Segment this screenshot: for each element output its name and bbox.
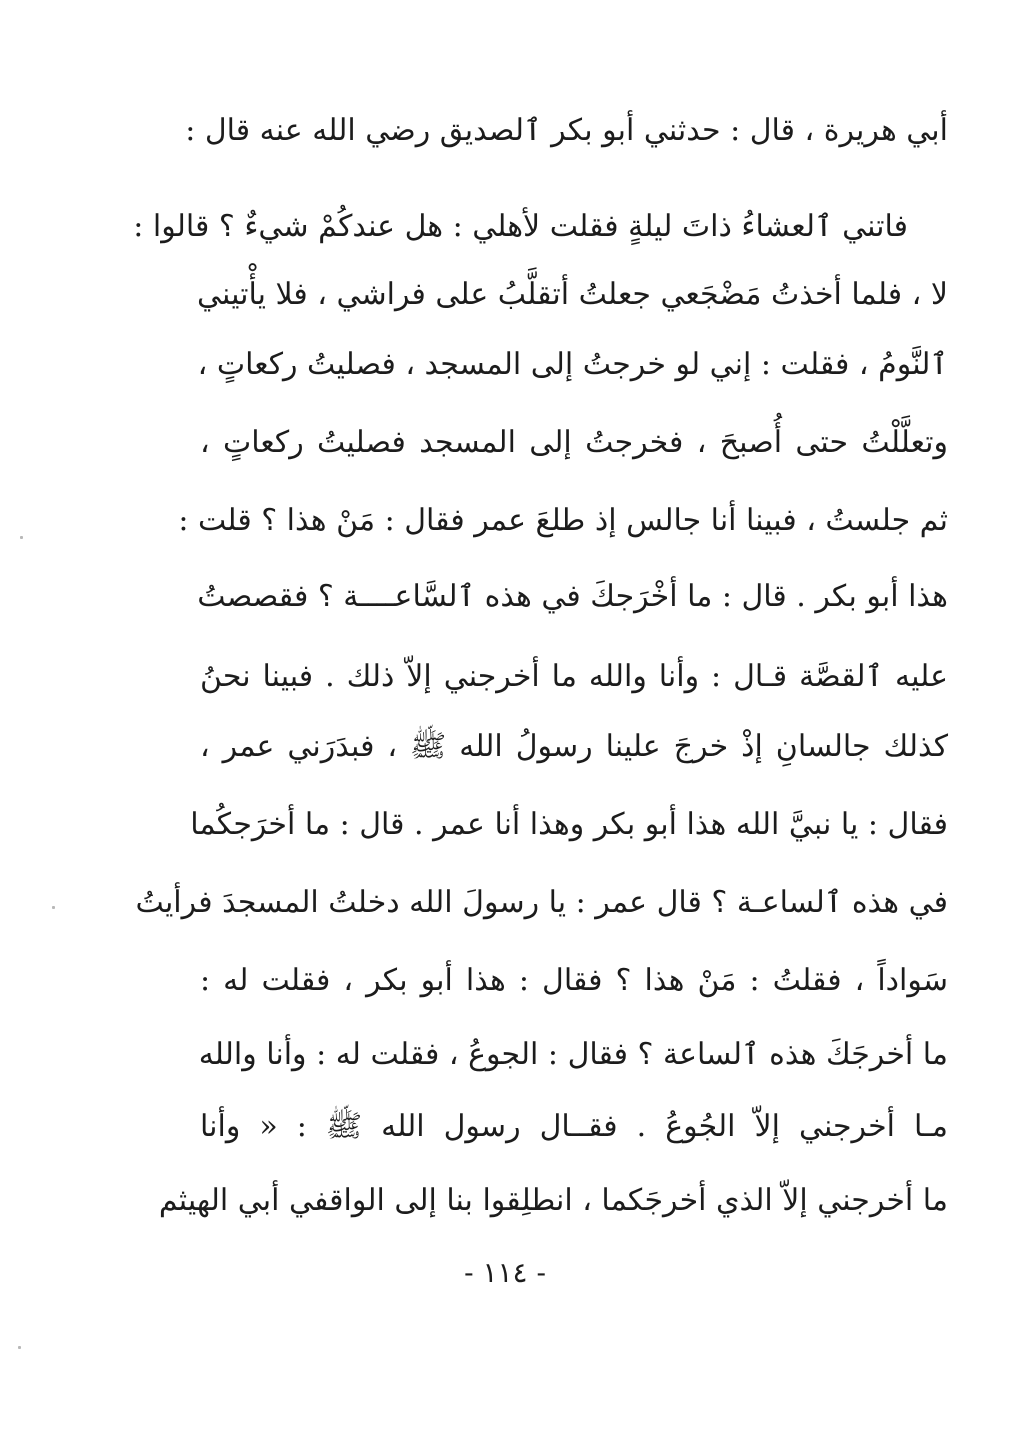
text-line-4: ٱلنَّومُ ، فقلت : إني لو خرجتُ إلى المسجد ، فصليتُ ركعاتٍ ، — [197, 347, 948, 382]
text-line-7: هذا أبو بكر . قال : ما أخْرَجكَ في هذه ٱلسَّاعــــة ؟ فقصصتُ — [197, 579, 948, 614]
text-line-10: فقال : يا نبيَّ الله هذا أبو بكر وهذا أنا عمر . قال : ما أخرَجكُما — [190, 807, 948, 842]
text-line-2: فاتني ٱلعشاءُ ذاتَ ليلةٍ فقلت لأهلي : هل عندكُمْ شيءٌ ؟ قالوا : — [133, 209, 908, 244]
scan-speck — [18, 1346, 21, 1349]
text-line-5: وتعلَّلْتُ حتى أُصبحَ ، فخرجتُ إلى المسجد فصليتُ ركعاتٍ ، — [200, 425, 948, 460]
page-number: - ١١٤ - — [464, 1256, 546, 1289]
text-line-3: لا ، فلما أخذتُ مَضْجَعي جعلتُ أتقلَّبُ على فراشي ، فلا يأْتيني — [197, 277, 948, 312]
text-line-12: سَواداً ، فقلتُ : مَنْ هذا ؟ فقال : هذا أبو بكر ، فقلت له : — [200, 963, 948, 998]
text-line-8: عليه ٱلقصَّة قـال : وأنا والله ما أخرجني إلاّ ذلك . فبينا نحنُ — [200, 659, 948, 694]
text-line-6: ثم جلستُ ، فبينا أنا جالس إذ طلعَ عمر فقال : مَنْ هذا ؟ قلت : — [178, 503, 948, 538]
text-line-15: ما أخرجني إلاّ الذي أخرجَكما ، انطلِقوا بنا إلى الواقفي أبي الهيثم — [158, 1183, 948, 1218]
text-line-1: أبي هريرة ، قال : حدثني أبو بكر ٱلصديق رضي الله عنه قال : — [185, 113, 948, 148]
text-line-14: مـا أخرجني إلاّ الجُوعُ . فقــال رسول الله ﷺ : « وأنا — [200, 1109, 948, 1144]
scan-speck — [20, 536, 23, 539]
text-line-13: ما أخرجَكَ هذه ٱلساعة ؟ فقال : الجوعُ ، فقلت له : وأنا والله — [198, 1037, 948, 1072]
scan-speck — [52, 906, 55, 909]
text-line-11: في هذه ٱلساعـة ؟ قال عمر : يا رسولَ الله دخلتُ المسجدَ فرأيتُ — [135, 885, 948, 920]
text-line-9: كذلك جالسانِ إذْ خرجَ علينا رسولُ الله ﷺ ، فبدَرَني عمر ، — [200, 729, 948, 764]
